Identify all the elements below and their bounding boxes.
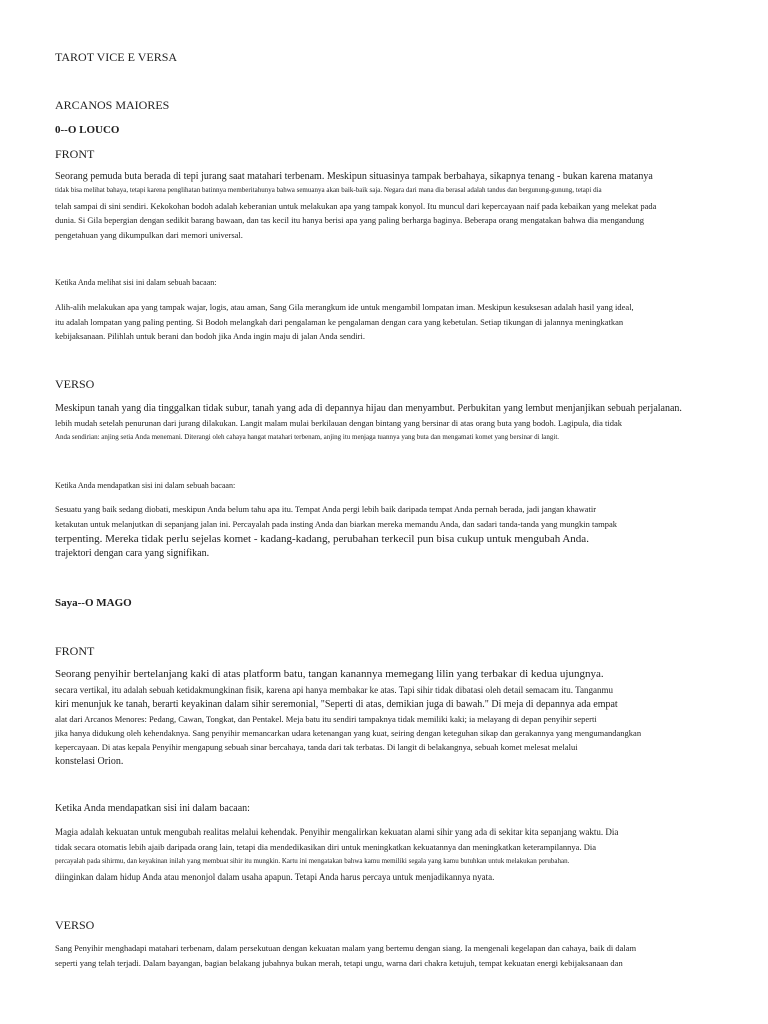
card2-front-line: konstelasi Orion. — [55, 756, 124, 767]
document-title: TAROT VICE E VERSA — [55, 50, 178, 64]
card2-inside-line: diinginkan dalam hidup Anda atau menonjol dalam usaha apapun. Tetapi Anda harus percaya untuk menjadikannya nyata. — [55, 872, 495, 882]
card1-verso-heading: VERSO — [55, 377, 95, 391]
card1-inside1-line: Alih-alih melakukan apa yang tampak wajar, logis, atau aman, Sang Gila merangkum ide untuk mengambil lompatan iman. Meskipun kesuksesan adalah hasil yang ideal, — [55, 302, 634, 312]
card2-inside-line: tidak secara otomatis lebih ajaib daripada orang lain, tetapi dia mendedikasikan diri untuk meningkatkan kekuatannya dan meningkatkan keterampilannya. Dia — [55, 842, 596, 852]
section-heading: ARCANOS MAIORES — [55, 98, 170, 112]
card1-front-line: pengetahuan yang dikumpulkan dari memori universal. — [55, 230, 243, 240]
card2-inside-line: Magia adalah kekuatan untuk mengubah realitas melalui kehendak. Penyihir mengalirkan kekuatan alami sihir yang ada di sekitar kita sepanjang waktu. Dia — [55, 827, 619, 837]
card2-front-line: Seorang penyihir bertelanjang kaki di atas platform batu, tangan kanannya memegang lilin yang terbakar di kedua ujungnya. — [55, 668, 604, 680]
card1-verso-line: lebih mudah setelah penurunan dari jurang dilakukan. Langit malam mulai berkilauan dengan bintang yang bersinar di atas orang buta yang bodoh. Lagipula, dia tidak — [55, 418, 622, 428]
card1-inside1-intro: Ketika Anda melihat sisi ini dalam sebuah bacaan: — [55, 278, 217, 287]
card1-verso-line: Meskipun tanah yang dia tinggalkan tidak subur, tanah yang ada di depannya hijau dan menyambut. Perbukitan yang lembut menjanjikan sebuah perjalanan. — [55, 403, 682, 414]
card1-inside2-intro: Ketika Anda mendapatkan sisi ini dalam sebuah bacaan: — [55, 481, 236, 490]
card1-front-line: tidak bisa melihat bahaya, tetapi karena penglihatan batinnya memberitahunya bahwa semuanya akan baik-baik saja. Negara dari mana dia berasal adalah tandus dan bergunung-gunung, tetapi dia — [55, 186, 602, 194]
card2-verso-line: Sang Penyihir menghadapi matahari terbenam, dalam persekutuan dengan kekuatan malam yang bertemu dengan siang. Ia mengenali kegelapan dan cahaya, baik di dalam — [55, 943, 637, 953]
card2-front-line: alat dari Arcanos Menores: Pedang, Cawan, Tongkat, dan Pentakel. Meja batu itu sendiri tampaknya tidak memiliki kaki; ia melayang di depan penyihir seperti — [55, 714, 597, 724]
card1-front-heading: FRONT — [55, 147, 95, 161]
card1-front-line: dunia. Si Gila bepergian dengan sedikit barang bawaan, dan tas kecil itu hanya berisi apa yang paling berharga baginya. Beberapa orang mengatakan bahwa dia mengandung — [55, 215, 645, 225]
card1-heading: 0--O LOUCO — [55, 124, 120, 136]
card2-inside-intro: Ketika Anda mendapatkan sisi ini dalam bacaan: — [55, 803, 250, 814]
card1-front-line: Seorang pemuda buta berada di tepi jurang saat matahari terbenam. Meskipun situasinya tampak berbahaya, sikapnya tenang - bukan karena matanya — [55, 171, 653, 182]
card1-inside1-line: itu adalah lompatan yang paling penting. Si Bodoh melangkah dari pengalaman ke pengalaman dengan cara yang kebetulan. Setiap tikungan di jalannya meningkatkan — [55, 317, 624, 327]
card1-inside1-line: kebijaksanaan. Pilihlah untuk berani dan bodoh jika Anda ingin maju di jalan Anda sendiri. — [55, 331, 365, 341]
card2-front-line: kepercayaan. Di atas kepala Penyihir mengapung sebuah sinar bercahaya, tanda dari tak terbatas. Di langit di belakangnya, sebuah komet melesat melalui — [55, 742, 578, 752]
card1-verso-line: Anda sendirian: anjing setia Anda menemani. Diterangi oleh cahaya hangat matahari terbenam, anjing itu menjaga tuannya yang buta dan mengamati komet yang bersinar di langit. — [55, 433, 560, 441]
card1-inside2-line: terpenting. Mereka tidak perlu sejelas komet - kadang-kadang, perubahan terkecil pun bisa cukup untuk mengubah Anda. — [55, 533, 589, 545]
card2-verso-heading: VERSO — [55, 918, 95, 932]
card2-heading: Saya--O MAGO — [55, 597, 132, 609]
card2-front-line: jika hanya didukung oleh kehendaknya. Sang penyihir memancarkan udara ketenangan yang kuat, seiring dengan keteguhan sikap dan gerakannya yang mengumandangkan — [55, 728, 642, 738]
card2-front-line: kiri menunjuk ke tanah, berarti keyakinan dalam sihir seremonial, "Seperti di atas, demikian juga di bawah." Di meja di depannya ada empat — [55, 699, 618, 710]
card2-front-line: secara vertikal, itu adalah sebuah ketidakmungkinan fisik, karena api hanya membakar ke atas. Tapi sihir tidak dibatasi oleh detail semacam itu. Tanganmu — [55, 685, 613, 695]
card2-verso-line: seperti yang telah terjadi. Dalam bayangan, bagian belakang jubahnya bukan merah, tetapi ungu, warna dari chakra ketujuh, tempat kekuatan energi kebijaksanaan dan — [55, 958, 623, 968]
card2-front-heading: FRONT — [55, 644, 95, 658]
card2-inside-line: percayalah pada sihirmu, dan keyakinan inilah yang membuat sihir itu mungkin. Kartu ini mengatakan bahwa kamu memiliki segala yang kamu butuhkan untuk melakukan perubahan. — [55, 857, 570, 865]
card1-inside2-line: trajektori dengan cara yang signifikan. — [55, 548, 210, 559]
card1-inside2-line: ketakutan untuk melanjutkan di sepanjang jalan ini. Percayalah pada insting Anda dan biarkan mereka memandu Anda, dan sadari tanda-tanda yang mungkin tampak — [55, 519, 618, 529]
card1-front-line: telah sampai di sini sendiri. Kekokohan bodoh adalah keberanian untuk melakukan apa yang tampak konyol. Itu muncul dari kepercayaan naif pada kebaikan yang melekat pada — [55, 201, 657, 211]
card1-inside2-line: Sesuatu yang baik sedang diobati, meskipun Anda belum tahu apa itu. Tempat Anda pergi lebih baik daripada tempat Anda pernah berada, jadi jangan khawatir — [55, 504, 597, 514]
